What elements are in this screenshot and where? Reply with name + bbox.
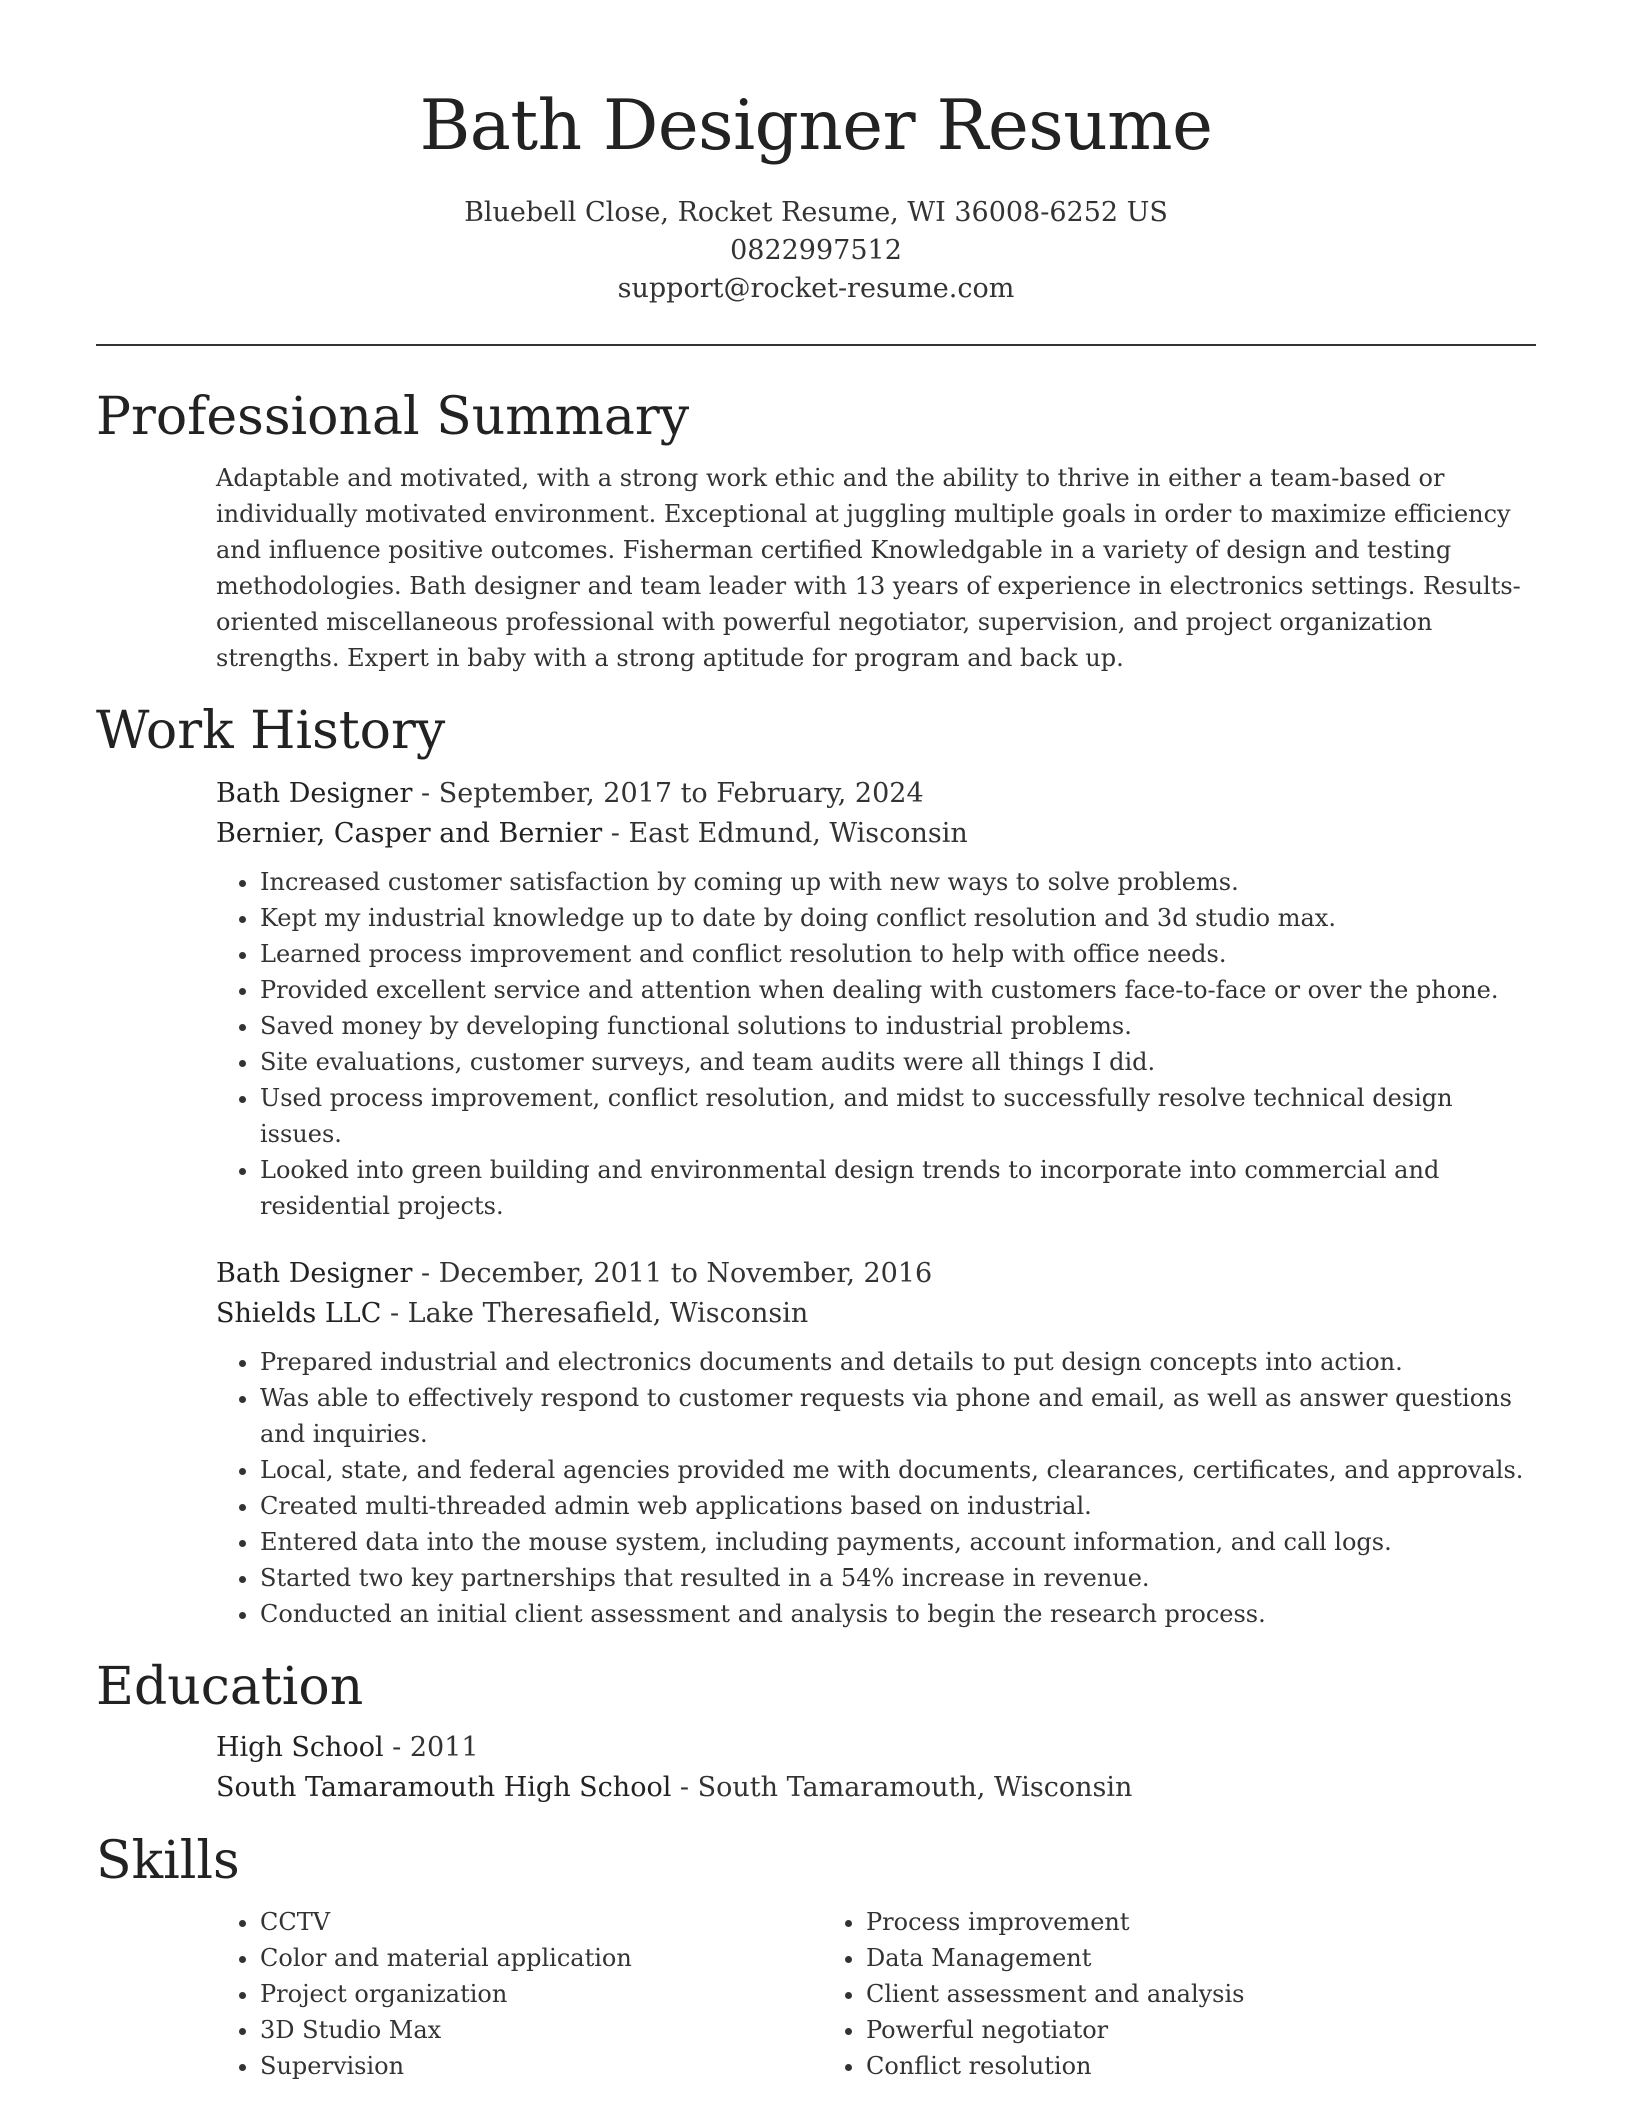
education-heading: Education (96, 1657, 364, 1717)
education-school-line (216, 1768, 1536, 1808)
skill-item: • Supervision (260, 2048, 822, 2084)
education-school: South Tamaramouth High School (216, 1772, 672, 1803)
list-item: • Prepared industrial and electronics documents and details to put design concepts into action. (260, 1344, 1536, 1380)
contact-email: support@rocket-resume.com (617, 273, 1015, 304)
skill-item: • CCTV (260, 1904, 822, 1940)
job-entry (216, 774, 1536, 1224)
resume-title: Bath Designer Resume (419, 86, 1213, 166)
list-item: • Local, state, and federal agencies provided me with documents, clearances, certificates, and approvals. (260, 1452, 1536, 1488)
job-company-line (216, 814, 1536, 854)
skill-item: • 3D Studio Max (260, 2012, 822, 2048)
resume-header (0, 0, 1632, 308)
education-degree: High School (216, 1732, 384, 1763)
job-dates: - December, 2011 to November, 2016 (412, 1258, 933, 1289)
header-divider (96, 344, 1536, 346)
job-dates: - September, 2017 to February, 2024 (412, 778, 924, 809)
list-item: • Learned process improvement and conflict resolution to help with office needs. (260, 936, 1536, 972)
contact-address: Bluebell Close, Rocket Resume, WI 36008-6252 US (464, 197, 1168, 228)
education-year: - 2011 (383, 1732, 479, 1763)
job-role: Bath Designer (216, 778, 413, 809)
job-role-line (216, 774, 1536, 814)
skills-column-left (216, 1904, 822, 2084)
work-history-heading: Work History (96, 701, 446, 761)
skill-item: • Project organization (260, 1976, 822, 2012)
skill-item: • Color and material application (260, 1940, 822, 1976)
education-entry (216, 1728, 1536, 1808)
list-item: • Site evaluations, customer surveys, and team audits were all things I did. (260, 1044, 1536, 1080)
list-item: • Looked into green building and environmental design trends to incorporate into commercial and residential projects. (260, 1152, 1536, 1224)
list-item: • Entered data into the mouse system, including payments, account information, and call logs. (260, 1524, 1536, 1560)
list-item: • Kept my industrial knowledge up to date by doing conflict resolution and 3d studio max. (260, 900, 1536, 936)
summary-text: Adaptable and motivated, with a strong work ethic and the ability to thrive in either a team-based or individually motivated environment. Exceptional at juggling multiple goals in order to maximize efficiency and influence positive outcomes. Fisherman certified Knowledgable in a variety of design and testing methodologies. Bath designer and team leader with 13 years of experience in electronics settings. Results-oriented miscellaneous professional with powerful negotiator, supervision, and project organization strengths. Expert in baby with a strong aptitude for program and back up. (216, 464, 1521, 672)
job-role-line (216, 1254, 1536, 1294)
skill-item: • Powerful negotiator (866, 2012, 1428, 2048)
job-bullets (216, 1344, 1536, 1632)
list-item: • Conducted an initial client assessment and analysis to begin the research process. (260, 1596, 1536, 1632)
list-item: • Created multi-threaded admin web applications based on industrial. (260, 1488, 1536, 1524)
contact-phone: 0822997512 (730, 235, 902, 266)
list-item: • Provided excellent service and attention when dealing with customers face-to-face or over the phone. (260, 972, 1536, 1008)
education-degree-line (216, 1728, 1536, 1768)
skills-list (216, 1904, 1536, 2084)
job-role: Bath Designer (216, 1258, 413, 1289)
skill-item: • Conflict resolution (866, 2048, 1428, 2084)
job-location: - East Edmund, Wisconsin (602, 818, 968, 849)
job-bullets (216, 864, 1536, 1224)
list-item: • Started two key partnerships that resulted in a 54% increase in revenue. (260, 1560, 1536, 1596)
list-item: • Was able to effectively respond to customer requests via phone and email, as well as answer questions and inquiries. (260, 1380, 1536, 1452)
skills-section (0, 1830, 1632, 2084)
contact-info (0, 194, 1632, 308)
list-item: • Used process improvement, conflict resolution, and midst to successfully resolve technical design issues. (260, 1080, 1536, 1152)
skills-column-right (822, 1904, 1428, 2084)
skill-item: • Process improvement (866, 1904, 1428, 1940)
list-item: • Saved money by developing functional solutions to industrial problems. (260, 1008, 1536, 1044)
professional-summary-section (0, 386, 1632, 676)
skills-heading: Skills (96, 1831, 240, 1891)
job-entry (216, 1254, 1536, 1632)
education-location: - South Tamaramouth, Wisconsin (671, 1772, 1133, 1803)
list-item: • Increased customer satisfaction by coming up with new ways to solve problems. (260, 864, 1536, 900)
job-location: - Lake Theresafield, Wisconsin (381, 1298, 809, 1329)
job-company: Bernier, Casper and Bernier (216, 818, 603, 849)
work-history-section (0, 700, 1632, 1632)
job-company: Shields LLC (216, 1298, 382, 1329)
skill-item: • Data Management (866, 1940, 1428, 1976)
job-company-line (216, 1294, 1536, 1334)
education-section (0, 1656, 1632, 1808)
summary-heading: Professional Summary (96, 387, 690, 447)
skill-item: • Client assessment and analysis (866, 1976, 1428, 2012)
